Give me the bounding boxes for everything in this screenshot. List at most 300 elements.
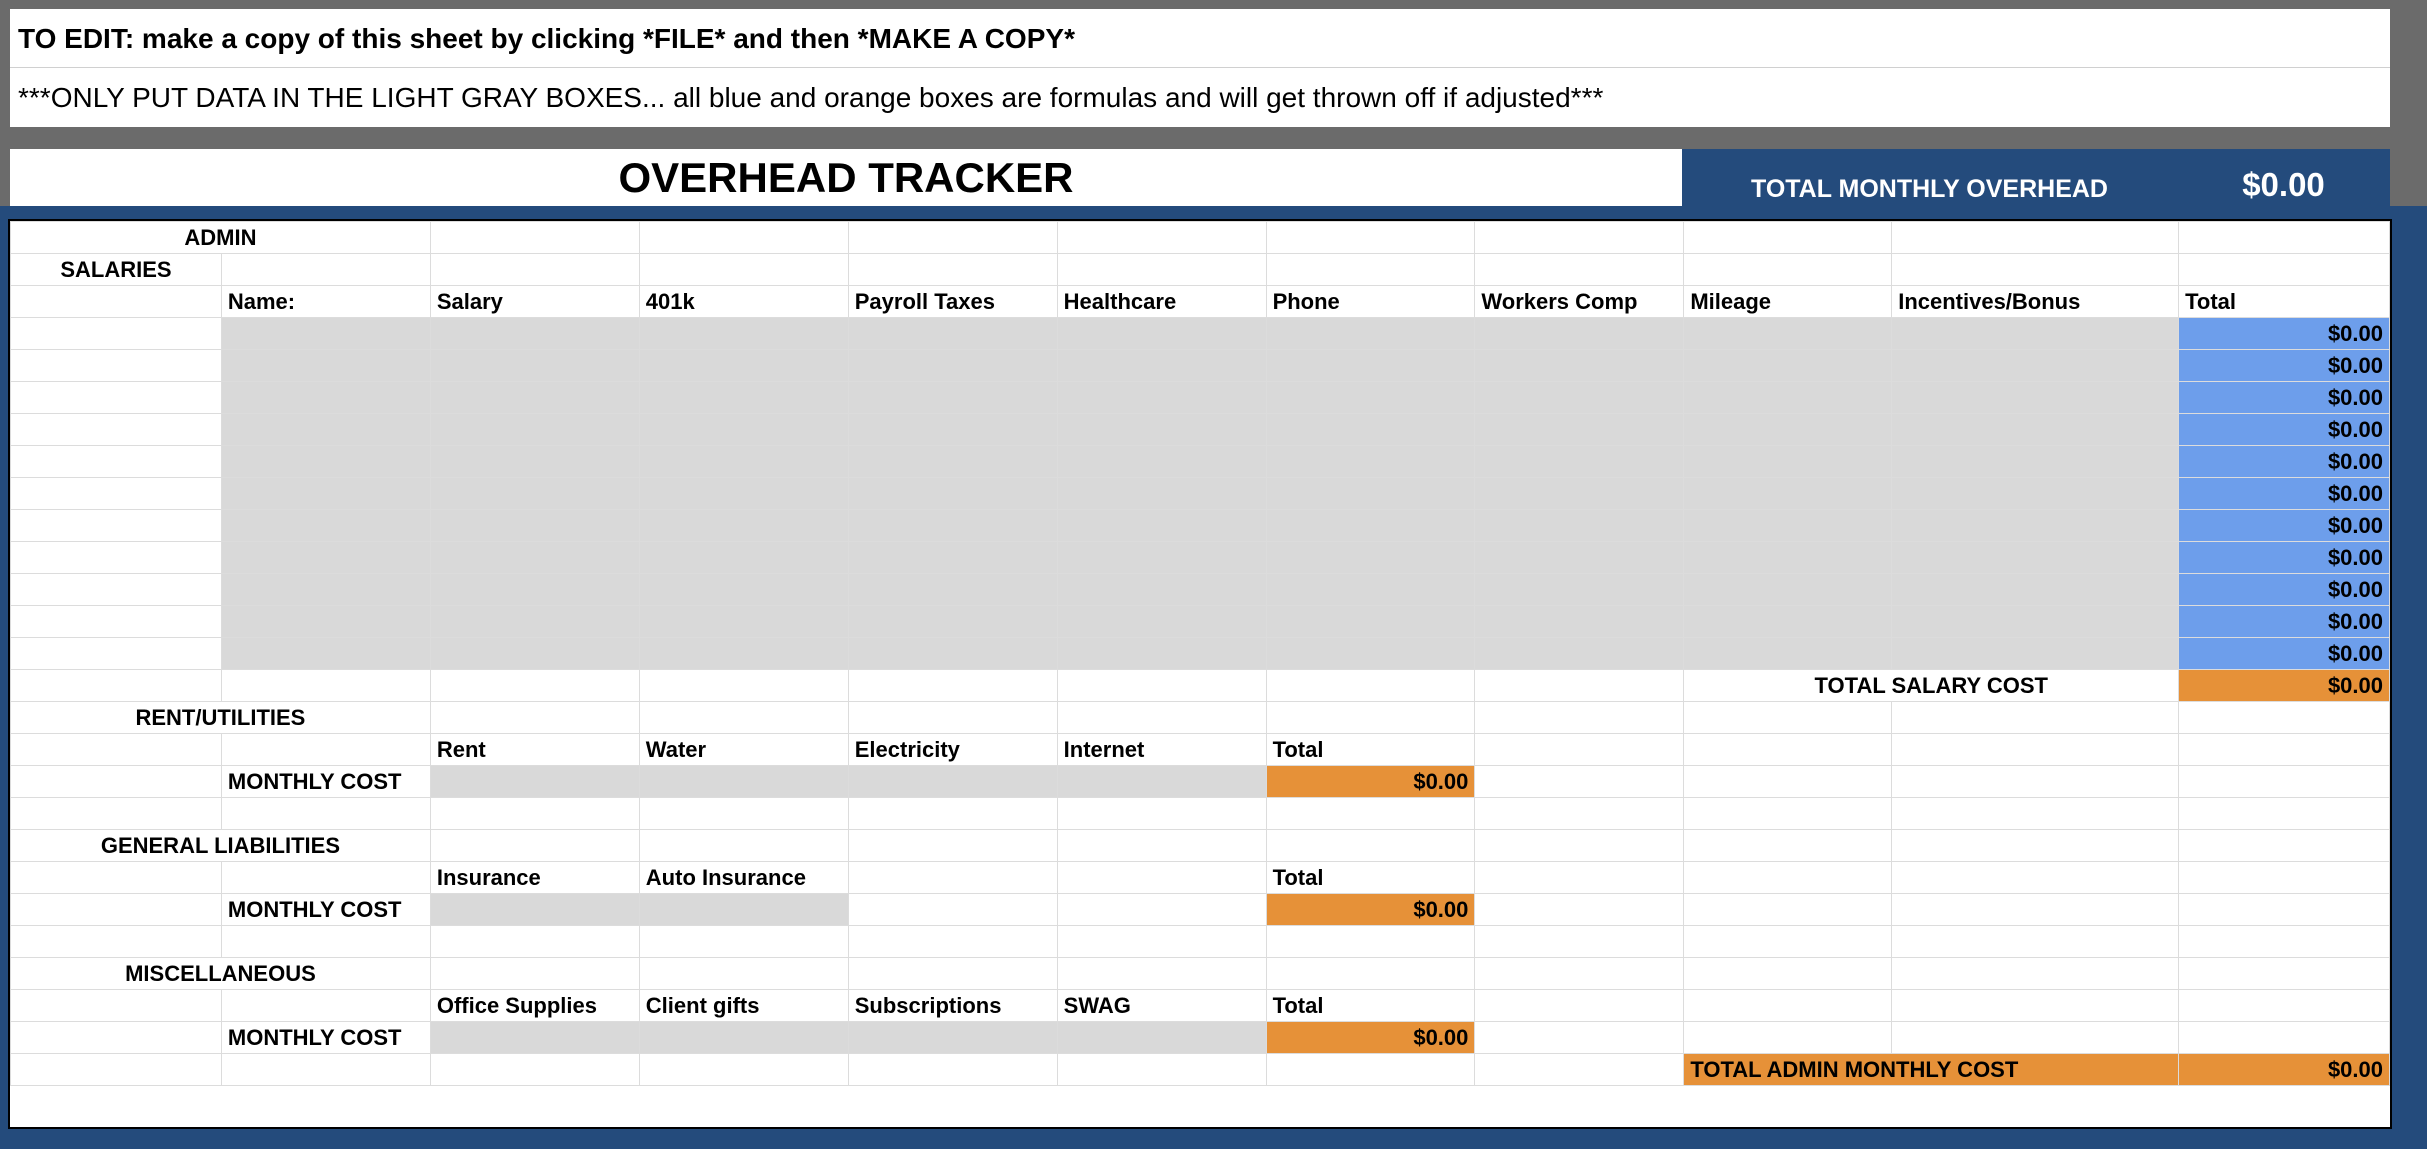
empty-cell[interactable] [848,222,1057,254]
empty-cell[interactable] [430,702,639,734]
empty-cell[interactable] [11,926,222,958]
salary-row-total[interactable]: $0.00 [2179,350,2390,382]
empty-cell[interactable] [1057,1054,1266,1086]
empty-cell[interactable] [639,222,848,254]
empty-cell[interactable] [430,670,639,702]
salary-input-cell[interactable] [848,382,1057,414]
salary-input-cell[interactable] [430,382,639,414]
salary-input-cell[interactable] [430,350,639,382]
empty-cell[interactable] [848,702,1057,734]
salary-input-cell[interactable] [1266,382,1475,414]
empty-cell[interactable] [1892,734,2179,766]
salary-column-header[interactable]: Salary [430,286,639,318]
empty-cell[interactable] [848,862,1057,894]
empty-cell[interactable] [1892,830,2179,862]
rent-column-header[interactable]: Rent [430,734,639,766]
empty-cell[interactable] [1684,830,1892,862]
empty-cell[interactable] [1475,766,1684,798]
empty-cell[interactable] [430,222,639,254]
empty-cell[interactable] [430,958,639,990]
rent-total-value[interactable]: $0.00 [1266,766,1475,798]
salary-input-cell[interactable] [1057,574,1266,606]
misc-input-cell[interactable] [430,1022,639,1054]
liabilities-input-cell[interactable] [639,894,848,926]
salary-input-cell[interactable] [221,382,430,414]
salary-row-total[interactable]: $0.00 [2179,510,2390,542]
total-admin-label[interactable]: TOTAL ADMIN MONTHLY COST [1684,1054,2179,1086]
empty-cell[interactable] [1892,926,2179,958]
salary-input-cell[interactable] [430,638,639,670]
salary-input-cell[interactable] [848,574,1057,606]
empty-cell[interactable] [11,414,222,446]
empty-cell[interactable] [11,286,222,318]
salary-input-cell[interactable] [430,318,639,350]
salary-input-cell[interactable] [1475,382,1684,414]
empty-cell[interactable] [1475,990,1684,1022]
rent-column-header[interactable]: Water [639,734,848,766]
empty-cell[interactable] [1684,254,1892,286]
salary-input-cell[interactable] [1684,414,1892,446]
salary-input-cell[interactable] [430,510,639,542]
salary-input-cell[interactable] [430,606,639,638]
salary-input-cell[interactable] [1892,446,2179,478]
salary-input-cell[interactable] [1266,574,1475,606]
empty-cell[interactable] [221,862,430,894]
salary-row-total[interactable]: $0.00 [2179,414,2390,446]
empty-cell[interactable] [1057,958,1266,990]
salary-input-cell[interactable] [639,606,848,638]
misc-input-cell[interactable] [639,1022,848,1054]
empty-cell[interactable] [1892,958,2179,990]
empty-cell[interactable] [1057,926,1266,958]
empty-cell[interactable] [11,894,222,926]
empty-cell[interactable] [1057,862,1266,894]
salary-input-cell[interactable] [1684,574,1892,606]
salary-input-cell[interactable] [1684,606,1892,638]
liabilities-input-cell[interactable] [430,894,639,926]
empty-cell[interactable] [2179,222,2390,254]
empty-cell[interactable] [1475,926,1684,958]
salary-column-header[interactable]: Workers Comp [1475,286,1684,318]
empty-cell[interactable] [430,1054,639,1086]
empty-cell[interactable] [1475,702,1684,734]
salary-column-header[interactable]: Name: [221,286,430,318]
salary-input-cell[interactable] [1057,446,1266,478]
liabilities-input-cell[interactable] [1057,894,1266,926]
empty-cell[interactable] [639,670,848,702]
salary-input-cell[interactable] [1475,414,1684,446]
empty-cell[interactable] [1684,990,1892,1022]
empty-cell[interactable] [2179,926,2390,958]
salary-total-header[interactable]: Total [2179,286,2390,318]
empty-cell[interactable] [221,990,430,1022]
empty-cell[interactable] [1475,1054,1684,1086]
empty-cell[interactable] [11,478,222,510]
salary-input-cell[interactable] [1057,382,1266,414]
misc-total-value[interactable]: $0.00 [1266,1022,1475,1054]
empty-cell[interactable] [1892,702,2179,734]
empty-cell[interactable] [1892,222,2179,254]
salary-input-cell[interactable] [1057,542,1266,574]
misc-label[interactable]: MISCELLANEOUS [11,958,431,990]
salary-row-total[interactable]: $0.00 [2179,478,2390,510]
empty-cell[interactable] [2179,862,2390,894]
salary-input-cell[interactable] [1892,574,2179,606]
liabilities-monthly-label[interactable]: MONTHLY COST [221,894,430,926]
liabilities-total-value[interactable]: $0.00 [1266,894,1475,926]
empty-cell[interactable] [1892,862,2179,894]
salary-input-cell[interactable] [1475,606,1684,638]
salary-input-cell[interactable] [1684,350,1892,382]
rent-column-header[interactable]: Total [1266,734,1475,766]
salary-input-cell[interactable] [848,446,1057,478]
empty-cell[interactable] [848,926,1057,958]
salary-input-cell[interactable] [1892,350,2179,382]
empty-cell[interactable] [11,1054,222,1086]
empty-cell[interactable] [2179,702,2390,734]
empty-cell[interactable] [430,798,639,830]
salary-row-total[interactable]: $0.00 [2179,446,2390,478]
empty-cell[interactable] [1266,222,1475,254]
misc-column-header[interactable]: Office Supplies [430,990,639,1022]
salary-input-cell[interactable] [1266,318,1475,350]
salary-row-total[interactable]: $0.00 [2179,382,2390,414]
empty-cell[interactable] [11,862,222,894]
salary-input-cell[interactable] [639,478,848,510]
salary-input-cell[interactable] [848,542,1057,574]
salary-input-cell[interactable] [1057,638,1266,670]
empty-cell[interactable] [221,670,430,702]
empty-cell[interactable] [1057,702,1266,734]
rent-monthly-label[interactable]: MONTHLY COST [221,766,430,798]
salary-column-header[interactable]: Mileage [1684,286,1892,318]
salary-input-cell[interactable] [1057,414,1266,446]
salary-column-header[interactable]: Incentives/Bonus [1892,286,2179,318]
salary-input-cell[interactable] [639,638,848,670]
salary-input-cell[interactable] [639,382,848,414]
empty-cell[interactable] [11,766,222,798]
empty-cell[interactable] [639,926,848,958]
liabilities-column-header[interactable]: Auto Insurance [639,862,848,894]
empty-cell[interactable] [1684,894,1892,926]
empty-cell[interactable] [2179,830,2390,862]
empty-cell[interactable] [1475,254,1684,286]
salary-input-cell[interactable] [1475,574,1684,606]
salary-input-cell[interactable] [1057,350,1266,382]
salary-input-cell[interactable] [848,318,1057,350]
empty-cell[interactable] [1684,734,1892,766]
admin-title[interactable]: ADMIN [11,222,431,254]
total-admin-value[interactable]: $0.00 [2179,1054,2390,1086]
salary-input-cell[interactable] [1892,606,2179,638]
empty-cell[interactable] [1266,830,1475,862]
salary-input-cell[interactable] [1684,638,1892,670]
rent-input-cell[interactable] [848,766,1057,798]
rent-column-header[interactable]: Electricity [848,734,1057,766]
empty-cell[interactable] [1266,254,1475,286]
misc-input-cell[interactable] [1057,1022,1266,1054]
empty-cell[interactable] [1892,990,2179,1022]
empty-cell[interactable] [848,830,1057,862]
salary-input-cell[interactable] [639,510,848,542]
salary-column-header[interactable]: Phone [1266,286,1475,318]
empty-cell[interactable] [11,670,222,702]
salary-input-cell[interactable] [221,510,430,542]
salary-input-cell[interactable] [221,350,430,382]
empty-cell[interactable] [1892,894,2179,926]
salary-input-cell[interactable] [1684,318,1892,350]
spacer-row [11,798,2390,830]
empty-cell[interactable] [1475,798,1684,830]
empty-cell[interactable] [221,926,430,958]
salary-input-cell[interactable] [1266,542,1475,574]
salary-input-cell[interactable] [1475,350,1684,382]
empty-cell[interactable] [11,542,222,574]
salary-row-total[interactable]: $0.00 [2179,606,2390,638]
empty-cell[interactable] [1057,798,1266,830]
rent-input-cell[interactable] [639,766,848,798]
empty-cell[interactable] [1684,958,1892,990]
empty-cell[interactable] [430,830,639,862]
salary-input-cell[interactable] [848,350,1057,382]
empty-cell[interactable] [221,1054,430,1086]
salary-row [11,606,2390,638]
salary-row-total[interactable]: $0.00 [2179,318,2390,350]
empty-cell[interactable] [1892,766,2179,798]
misc-column-header[interactable]: SWAG [1057,990,1266,1022]
rent-input-cell[interactable] [1057,766,1266,798]
total-monthly-overhead-value[interactable]: $0.00 [2242,166,2325,203]
liabilities-input-cell[interactable] [848,894,1057,926]
salary-input-cell[interactable] [221,542,430,574]
salary-input-cell[interactable] [639,446,848,478]
empty-cell[interactable] [1475,670,1684,702]
empty-cell[interactable] [639,798,848,830]
empty-cell[interactable] [1684,702,1892,734]
total-admin-row [11,1054,2390,1086]
salary-input-cell[interactable] [1266,510,1475,542]
salary-input-cell[interactable] [430,414,639,446]
salary-input-cell[interactable] [1057,478,1266,510]
empty-cell[interactable] [11,734,222,766]
salary-input-cell[interactable] [848,510,1057,542]
empty-cell[interactable] [1892,1022,2179,1054]
data-instruction-cell[interactable]: ***ONLY PUT DATA IN THE LIGHT GRAY BOXES... all blue and orange boxes are formulas and will get thrown off if adjusted*** [10,68,2390,127]
rent-column-header[interactable]: Internet [1057,734,1266,766]
salary-input-cell[interactable] [1475,510,1684,542]
salary-input-cell[interactable] [1266,478,1475,510]
salary-input-cell[interactable] [848,638,1057,670]
salary-input-cell[interactable] [221,638,430,670]
empty-cell[interactable] [2179,990,2390,1022]
salary-input-cell[interactable] [221,606,430,638]
salary-input-cell[interactable] [1892,414,2179,446]
empty-cell[interactable] [1266,798,1475,830]
salary-input-cell[interactable] [1266,638,1475,670]
empty-cell[interactable] [1475,862,1684,894]
empty-cell[interactable] [11,382,222,414]
empty-cell[interactable] [1684,798,1892,830]
salary-input-cell[interactable] [639,318,848,350]
empty-cell[interactable] [1475,734,1684,766]
empty-cell[interactable] [2179,766,2390,798]
empty-cell[interactable] [2179,958,2390,990]
rent-header-row [11,734,2390,766]
empty-cell[interactable] [848,254,1057,286]
salary-column-header[interactable]: Healthcare [1057,286,1266,318]
rent-label[interactable]: RENT/UTILITIES [11,702,431,734]
empty-cell[interactable] [221,254,430,286]
empty-cell[interactable] [639,254,848,286]
salary-input-cell[interactable] [1057,606,1266,638]
salary-input-cell[interactable] [1684,382,1892,414]
empty-cell[interactable] [1057,222,1266,254]
salary-input-cell[interactable] [639,414,848,446]
empty-cell[interactable] [1057,670,1266,702]
empty-cell[interactable] [848,670,1057,702]
empty-cell[interactable] [11,574,222,606]
empty-cell[interactable] [11,350,222,382]
salary-row [11,446,2390,478]
empty-cell[interactable] [430,254,639,286]
salary-column-header[interactable]: 401k [639,286,848,318]
liabilities-label[interactable]: GENERAL LIABILITIES [11,830,431,862]
empty-cell[interactable] [11,446,222,478]
empty-cell[interactable] [1892,254,2179,286]
empty-cell[interactable] [11,638,222,670]
liabilities-column-header[interactable]: Insurance [430,862,639,894]
rent-input-cell[interactable] [430,766,639,798]
empty-cell[interactable] [11,606,222,638]
empty-cell[interactable] [11,798,222,830]
salary-row-total[interactable]: $0.00 [2179,574,2390,606]
salary-input-cell[interactable] [639,542,848,574]
salary-column-header[interactable]: Payroll Taxes [848,286,1057,318]
salary-input-cell[interactable] [430,478,639,510]
salary-input-cell[interactable] [221,446,430,478]
salary-input-cell[interactable] [1684,510,1892,542]
empty-cell[interactable] [639,958,848,990]
empty-cell[interactable] [1475,222,1684,254]
empty-cell[interactable] [1475,958,1684,990]
empty-cell[interactable] [2179,734,2390,766]
salary-input-cell[interactable] [1266,606,1475,638]
misc-column-header[interactable]: Total [1266,990,1475,1022]
salary-input-cell[interactable] [1684,478,1892,510]
salary-input-cell[interactable] [1475,446,1684,478]
salary-input-cell[interactable] [1892,510,2179,542]
salary-input-cell[interactable] [1892,318,2179,350]
empty-cell[interactable] [11,990,222,1022]
empty-cell[interactable] [2179,1022,2390,1054]
salary-input-cell[interactable] [1892,542,2179,574]
salary-input-cell[interactable] [221,574,430,606]
empty-cell[interactable] [639,702,848,734]
empty-cell[interactable] [1684,1022,1892,1054]
empty-cell[interactable] [1684,926,1892,958]
edit-instruction-cell[interactable]: TO EDIT: make a copy of this sheet by clicking *FILE* and then *MAKE A COPY* [10,9,2390,68]
salary-input-cell[interactable] [430,542,639,574]
page-title[interactable]: OVERHEAD TRACKER [10,149,1682,206]
empty-cell[interactable] [1266,702,1475,734]
salary-input-cell[interactable] [1684,542,1892,574]
empty-cell[interactable] [1684,862,1892,894]
empty-cell[interactable] [639,830,848,862]
misc-column-header[interactable]: Client gifts [639,990,848,1022]
empty-cell[interactable] [1057,830,1266,862]
empty-cell[interactable] [1684,222,1892,254]
misc-input-cell[interactable] [848,1022,1057,1054]
empty-cell[interactable] [221,798,430,830]
empty-cell[interactable] [430,926,639,958]
salary-input-cell[interactable] [1684,446,1892,478]
empty-cell[interactable] [2179,254,2390,286]
empty-cell[interactable] [11,318,222,350]
salary-input-cell[interactable] [1892,478,2179,510]
empty-cell[interactable] [11,510,222,542]
empty-cell[interactable] [639,1054,848,1086]
empty-cell[interactable] [1475,894,1684,926]
empty-cell[interactable] [221,734,430,766]
empty-cell[interactable] [1892,798,2179,830]
misc-monthly-label[interactable]: MONTHLY COST [221,1022,430,1054]
salary-input-cell[interactable] [1475,638,1684,670]
salary-input-cell[interactable] [430,446,639,478]
empty-cell[interactable] [1266,958,1475,990]
salary-input-cell[interactable] [221,414,430,446]
salary-input-cell[interactable] [1266,350,1475,382]
salary-input-cell[interactable] [1475,318,1684,350]
salary-row-total[interactable]: $0.00 [2179,542,2390,574]
salary-input-cell[interactable] [1892,382,2179,414]
salary-input-cell[interactable] [1475,478,1684,510]
empty-cell[interactable] [2179,798,2390,830]
empty-cell[interactable] [2179,894,2390,926]
total-salary-label[interactable]: TOTAL SALARY COST [1684,670,2179,702]
empty-cell[interactable] [1684,766,1892,798]
salary-input-cell[interactable] [221,478,430,510]
salaries-label[interactable]: SALARIES [11,254,222,286]
salary-input-cell[interactable] [1057,510,1266,542]
salary-input-cell[interactable] [848,606,1057,638]
salary-input-cell[interactable] [1266,446,1475,478]
salary-input-cell[interactable] [639,350,848,382]
salary-input-cell[interactable] [221,318,430,350]
salary-input-cell[interactable] [848,478,1057,510]
salary-input-cell[interactable] [1266,414,1475,446]
salary-input-cell[interactable] [1057,318,1266,350]
empty-cell[interactable] [1266,926,1475,958]
empty-cell[interactable] [848,1054,1057,1086]
empty-cell[interactable] [1266,1054,1475,1086]
total-salary-value[interactable]: $0.00 [2179,670,2390,702]
salary-input-cell[interactable] [848,414,1057,446]
salary-input-cell[interactable] [1475,542,1684,574]
salary-input-cell[interactable] [430,574,639,606]
misc-column-header[interactable]: Subscriptions [848,990,1057,1022]
empty-cell[interactable] [1057,254,1266,286]
empty-cell[interactable] [1266,670,1475,702]
salary-input-cell[interactable] [1892,638,2179,670]
empty-cell[interactable] [1475,1022,1684,1054]
empty-cell[interactable] [1475,830,1684,862]
liabilities-column-header[interactable]: Total [1266,862,1475,894]
salary-row-total[interactable]: $0.00 [2179,638,2390,670]
empty-cell[interactable] [848,798,1057,830]
empty-cell[interactable] [11,1022,222,1054]
salary-input-cell[interactable] [639,574,848,606]
empty-cell[interactable] [848,958,1057,990]
